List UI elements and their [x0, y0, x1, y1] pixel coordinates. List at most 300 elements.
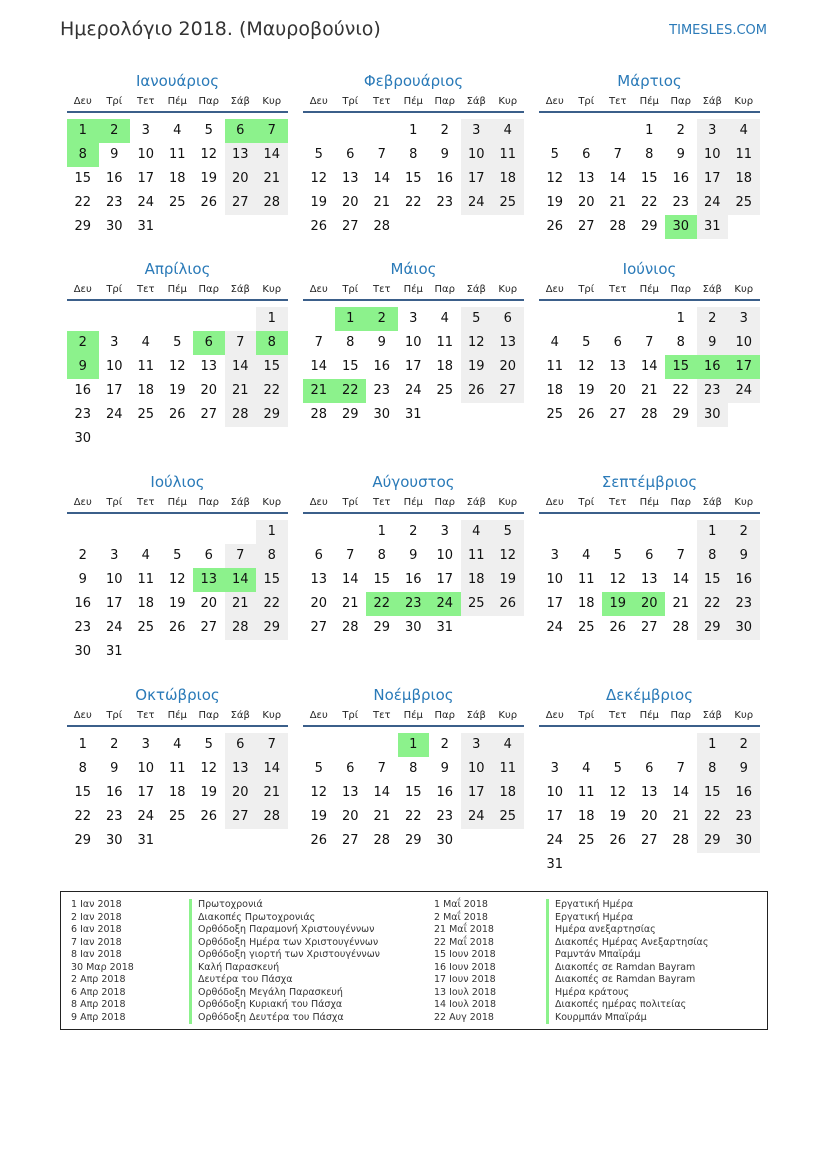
- day-cell: 31: [105, 644, 123, 659]
- day-cell: 2: [676, 123, 685, 138]
- day-cell: 27: [492, 379, 524, 403]
- day-cell: 1: [377, 524, 386, 539]
- day-cell: 8: [346, 335, 355, 350]
- weekday-label: Σάβ: [702, 284, 722, 295]
- day-cell: 31: [137, 833, 155, 848]
- day-cell: 7: [225, 331, 257, 355]
- day-cell: 11: [546, 359, 564, 374]
- day-cell: 25: [546, 407, 564, 422]
- weekday-label: Τετ: [136, 284, 155, 295]
- legend-holiday-name: Ημέρα ανεξαρτησίας: [546, 924, 708, 937]
- day-cell: 4: [461, 520, 493, 544]
- day-cell: 12: [200, 147, 218, 162]
- day-cell: 1: [256, 307, 288, 331]
- day-cell: 17: [137, 785, 155, 800]
- day-cell: 19: [168, 596, 186, 611]
- day-cell: 15: [256, 355, 288, 379]
- day-cell: 27: [640, 833, 658, 848]
- month-name: Ιούλιος: [150, 473, 205, 491]
- day-cell: 27: [341, 219, 359, 234]
- day-cell: 27: [640, 620, 658, 635]
- day-cell: 28: [672, 620, 690, 635]
- holiday-day-cell: 2: [67, 331, 99, 355]
- day-cell: 26: [461, 379, 493, 403]
- day-cell: 29: [697, 829, 729, 853]
- day-cell: 18: [728, 167, 760, 191]
- day-cell: 15: [640, 171, 658, 186]
- day-cell: 3: [440, 524, 449, 539]
- day-cell: 15: [74, 785, 92, 800]
- day-cell: 15: [404, 171, 422, 186]
- day-cell: 3: [141, 123, 150, 138]
- weekday-label: Δευ: [309, 710, 328, 721]
- day-cell: 24: [137, 195, 155, 210]
- day-cell: 30: [74, 431, 92, 446]
- day-cell: 10: [546, 572, 564, 587]
- day-cell: 31: [404, 407, 422, 422]
- day-cell: 17: [461, 167, 493, 191]
- day-cell: 27: [225, 805, 257, 829]
- day-cell: 16: [74, 596, 92, 611]
- weekday-label: Παρ: [198, 96, 219, 107]
- day-cell: 21: [341, 596, 359, 611]
- day-cell: 7: [377, 147, 386, 162]
- day-cell: 10: [436, 548, 454, 563]
- day-cell: 2: [440, 737, 449, 752]
- day-cell: 29: [74, 219, 92, 234]
- day-cell: 12: [310, 785, 328, 800]
- weekday-label: Σάβ: [466, 96, 486, 107]
- day-cell: 7: [377, 761, 386, 776]
- day-cell: 14: [672, 785, 690, 800]
- day-cell: 28: [373, 833, 391, 848]
- holiday-day-cell: 20: [634, 592, 666, 616]
- holiday-day-cell: 30: [665, 215, 697, 239]
- day-cell: 11: [492, 143, 524, 167]
- day-cell: 6: [346, 147, 355, 162]
- day-cell: 21: [672, 596, 690, 611]
- day-cell: 29: [256, 616, 288, 640]
- day-cell: 25: [461, 592, 493, 616]
- day-cell: 22: [404, 809, 422, 824]
- day-cell: 21: [225, 379, 257, 403]
- day-cell: 28: [225, 403, 257, 427]
- day-cell: 4: [728, 119, 760, 143]
- weekday-label: Δευ: [309, 497, 328, 508]
- holiday-day-cell: 15: [665, 355, 697, 379]
- weekday-header: [539, 710, 760, 727]
- day-cell: 4: [550, 335, 559, 350]
- day-cell: 15: [404, 785, 422, 800]
- weekday-label: Κυρ: [262, 497, 282, 508]
- day-cell: 4: [141, 548, 150, 563]
- day-cell: 3: [141, 737, 150, 752]
- weekday-label: Παρ: [198, 284, 219, 295]
- day-cell: 23: [373, 383, 391, 398]
- day-cell: 18: [461, 568, 493, 592]
- weekday-label: Δευ: [73, 497, 92, 508]
- legend-date: 6 Ιαν 2018: [71, 924, 122, 935]
- legend-date: 8 Ιαν 2018: [71, 949, 122, 960]
- day-cell: 29: [697, 616, 729, 640]
- day-cell: 11: [577, 785, 595, 800]
- day-cell: 15: [697, 568, 729, 592]
- weekday-label: Δευ: [545, 497, 564, 508]
- day-cell: 8: [645, 147, 654, 162]
- day-cell: 11: [492, 757, 524, 781]
- day-cell: 28: [672, 833, 690, 848]
- weekday-label: Παρ: [434, 96, 455, 107]
- day-cell: 23: [436, 195, 454, 210]
- day-cell: 10: [697, 143, 729, 167]
- day-cell: 17: [546, 809, 564, 824]
- day-cell: 19: [310, 809, 328, 824]
- day-cell: 8: [697, 544, 729, 568]
- day-cell: 1: [697, 520, 729, 544]
- legend-date: 2 Ιαν 2018: [71, 911, 122, 923]
- day-cell: 9: [110, 761, 119, 776]
- weekday-header: [303, 497, 524, 514]
- legend-date: 8 Απρ 2018: [71, 999, 126, 1010]
- day-cell: 19: [310, 195, 328, 210]
- weekday-label: Κυρ: [498, 96, 518, 107]
- weekday-label: Πέμ: [403, 497, 423, 508]
- legend-date: 13 Ιουλ 2018: [434, 986, 497, 998]
- day-cell: 13: [225, 143, 257, 167]
- day-cell: 9: [676, 147, 685, 162]
- holiday-day-cell: 23: [398, 592, 430, 616]
- legend-date: 16 Ιουν 2018: [434, 961, 496, 973]
- day-cell: 18: [577, 596, 595, 611]
- day-cell: 12: [310, 171, 328, 186]
- day-cell: 3: [110, 548, 119, 563]
- day-cell: 16: [436, 785, 454, 800]
- day-cell: 12: [492, 544, 524, 568]
- day-cell: 7: [314, 335, 323, 350]
- day-cell: 9: [377, 335, 386, 350]
- day-cell: 4: [492, 119, 524, 143]
- day-cell: 22: [74, 195, 92, 210]
- holiday-day-cell: 19: [602, 592, 634, 616]
- day-cell: 26: [168, 620, 186, 635]
- day-cell: 29: [373, 620, 391, 635]
- day-cell: 27: [200, 620, 218, 635]
- legend-date: 17 Ιουν 2018: [434, 974, 496, 985]
- weekday-label: Πέμ: [403, 710, 423, 721]
- day-cell: 27: [225, 191, 257, 215]
- day-cell: 9: [728, 544, 760, 568]
- day-cell: 4: [582, 548, 591, 563]
- month-name: Οκτώβριος: [135, 686, 220, 704]
- legend-dates-col-1: [71, 899, 134, 1024]
- weekday-header: [67, 710, 288, 727]
- legend-holiday-name: Εργατική Ημέρα: [546, 899, 708, 912]
- day-cell: 27: [341, 833, 359, 848]
- weekday-label: Τετ: [608, 284, 627, 295]
- holiday-legend: [60, 891, 768, 1030]
- legend-date: 30 Μαρ 2018: [71, 961, 134, 973]
- day-cell: 29: [256, 403, 288, 427]
- day-cell: 6: [346, 761, 355, 776]
- day-cell: 17: [461, 781, 493, 805]
- day-cell: 19: [609, 809, 627, 824]
- day-cell: 9: [110, 147, 119, 162]
- day-cell: 10: [105, 572, 123, 587]
- holiday-day-cell: 16: [697, 355, 729, 379]
- weekday-label: Κυρ: [498, 497, 518, 508]
- day-cell: 22: [640, 195, 658, 210]
- day-cell: 24: [105, 620, 123, 635]
- weekday-label: Πέμ: [167, 710, 187, 721]
- weekday-label: Τετ: [608, 497, 627, 508]
- holiday-day-cell: 17: [728, 355, 760, 379]
- weekday-label: Τετ: [372, 710, 391, 721]
- weekday-label: Σάβ: [466, 710, 486, 721]
- day-cell: 13: [225, 757, 257, 781]
- day-cell: 7: [613, 147, 622, 162]
- day-cell: 18: [168, 171, 186, 186]
- day-cell: 20: [225, 167, 257, 191]
- day-cell: 8: [676, 335, 685, 350]
- weekday-label: Τρί: [342, 497, 359, 508]
- day-cell: 31: [436, 620, 454, 635]
- day-cell: 30: [728, 829, 760, 853]
- legend-holiday-name: Πρωτοχρονιά: [189, 899, 380, 912]
- day-cell: 11: [461, 544, 493, 568]
- day-cell: 19: [546, 195, 564, 210]
- day-cell: 18: [137, 383, 155, 398]
- weekday-header: [539, 96, 760, 113]
- day-cell: 30: [373, 407, 391, 422]
- day-cell: 13: [200, 359, 218, 374]
- weekday-header: [67, 284, 288, 301]
- day-cell: 14: [373, 171, 391, 186]
- weekday-label: Σάβ: [466, 284, 486, 295]
- day-cell: 5: [613, 548, 622, 563]
- day-cell: 3: [728, 307, 760, 331]
- day-cell: 2: [728, 733, 760, 757]
- day-cell: 20: [492, 355, 524, 379]
- weekday-label: Πέμ: [167, 284, 187, 295]
- day-cell: 9: [78, 572, 87, 587]
- legend-date: 22 Αυγ 2018: [434, 1011, 494, 1023]
- day-cell: 16: [672, 171, 690, 186]
- day-cell: 3: [550, 548, 559, 563]
- day-cell: 13: [577, 171, 595, 186]
- day-cell: 25: [577, 833, 595, 848]
- holiday-day-cell: 22: [366, 592, 398, 616]
- day-cell: 18: [137, 596, 155, 611]
- day-cell: 2: [110, 737, 119, 752]
- day-cell: 3: [461, 119, 493, 143]
- day-cell: 6: [613, 335, 622, 350]
- day-cell: 26: [609, 620, 627, 635]
- weekday-label: Παρ: [434, 497, 455, 508]
- day-cell: 30: [728, 616, 760, 640]
- weekday-label: Πέμ: [167, 497, 187, 508]
- day-cell: 12: [546, 171, 564, 186]
- holiday-day-cell: 1: [398, 733, 430, 757]
- weekday-label: Δευ: [73, 284, 92, 295]
- weekday-label: Σάβ: [230, 96, 250, 107]
- day-cell: 20: [640, 809, 658, 824]
- weekday-label: Πέμ: [639, 284, 659, 295]
- day-cell: 15: [256, 568, 288, 592]
- weekday-label: Κυρ: [734, 96, 754, 107]
- weekday-label: Κυρ: [734, 497, 754, 508]
- month-name: Φεβρουάριος: [363, 72, 464, 90]
- holiday-day-cell: 21: [303, 379, 335, 403]
- day-cell: 24: [546, 833, 564, 848]
- legend-holiday-name: Διακοπές ημέρας πολιτείας: [546, 999, 708, 1012]
- day-cell: 12: [168, 572, 186, 587]
- day-cell: 4: [173, 123, 182, 138]
- day-cell: 17: [546, 596, 564, 611]
- day-cell: 18: [168, 785, 186, 800]
- holiday-day-cell: 8: [256, 331, 288, 355]
- day-cell: 10: [404, 335, 422, 350]
- day-cell: 26: [168, 407, 186, 422]
- day-cell: 13: [341, 171, 359, 186]
- day-cell: 16: [74, 383, 92, 398]
- weekday-label: Δευ: [545, 96, 564, 107]
- day-cell: 17: [137, 171, 155, 186]
- day-cell: 5: [582, 335, 591, 350]
- day-cell: 26: [200, 195, 218, 210]
- day-cell: 14: [640, 359, 658, 374]
- day-cell: 11: [728, 143, 760, 167]
- legend-date: 15 Ιουν 2018: [434, 949, 496, 960]
- day-cell: 29: [341, 407, 359, 422]
- weekday-label: Πέμ: [639, 96, 659, 107]
- day-cell: 21: [640, 383, 658, 398]
- day-cell: 26: [200, 809, 218, 824]
- holiday-day-cell: 6: [225, 119, 257, 143]
- day-cell: 18: [577, 809, 595, 824]
- day-cell: 30: [404, 620, 422, 635]
- day-cell: 7: [346, 548, 355, 563]
- weekday-label: Πέμ: [639, 710, 659, 721]
- legend-holiday-name: Διακοπές σε Ramdan Bayram: [546, 974, 708, 987]
- weekday-label: Πέμ: [403, 284, 423, 295]
- day-cell: 19: [168, 383, 186, 398]
- day-cell: 5: [492, 520, 524, 544]
- weekday-label: Δευ: [73, 96, 92, 107]
- day-cell: 11: [168, 761, 186, 776]
- day-cell: 6: [645, 761, 654, 776]
- day-cell: 22: [672, 383, 690, 398]
- day-cell: 21: [609, 195, 627, 210]
- day-cell: 29: [640, 219, 658, 234]
- day-cell: 25: [168, 809, 186, 824]
- day-cell: 28: [609, 219, 627, 234]
- day-cell: 8: [256, 544, 288, 568]
- day-cell: 16: [728, 568, 760, 592]
- day-cell: 1: [78, 737, 87, 752]
- weekday-label: Σάβ: [230, 710, 250, 721]
- day-cell: 1: [676, 311, 685, 326]
- day-cell: 15: [74, 171, 92, 186]
- day-cell: 18: [492, 167, 524, 191]
- weekday-label: Δευ: [545, 710, 564, 721]
- day-cell: 25: [492, 191, 524, 215]
- weekday-header: [539, 497, 760, 514]
- day-cell: 10: [461, 143, 493, 167]
- weekday-label: Τρί: [578, 710, 595, 721]
- weekday-label: Παρ: [434, 710, 455, 721]
- brand-link[interactable]: TIMESLES.COM: [669, 23, 767, 38]
- day-cell: 26: [492, 592, 524, 616]
- day-cell: 26: [609, 833, 627, 848]
- day-cell: 30: [74, 644, 92, 659]
- day-cell: 21: [373, 809, 391, 824]
- day-cell: 2: [78, 548, 87, 563]
- day-cell: 17: [436, 572, 454, 587]
- day-cell: 3: [697, 119, 729, 143]
- day-cell: 19: [492, 568, 524, 592]
- day-cell: 8: [409, 147, 418, 162]
- day-cell: 14: [373, 785, 391, 800]
- weekday-header: [67, 96, 288, 113]
- day-cell: 2: [409, 524, 418, 539]
- day-cell: 20: [577, 195, 595, 210]
- day-cell: 9: [409, 548, 418, 563]
- day-cell: 27: [609, 407, 627, 422]
- day-cell: 18: [492, 781, 524, 805]
- day-cell: 8: [697, 757, 729, 781]
- day-cell: 14: [225, 355, 257, 379]
- day-cell: 5: [314, 147, 323, 162]
- weekday-label: Δευ: [545, 284, 564, 295]
- day-cell: 23: [672, 195, 690, 210]
- weekday-header: [303, 710, 524, 727]
- weekday-label: Τρί: [106, 497, 123, 508]
- day-cell: 21: [256, 167, 288, 191]
- holiday-day-cell: 22: [335, 379, 367, 403]
- day-cell: 4: [141, 335, 150, 350]
- weekday-label: Δευ: [73, 710, 92, 721]
- weekday-label: Παρ: [670, 284, 691, 295]
- day-cell: 14: [256, 143, 288, 167]
- day-cell: 23: [74, 620, 92, 635]
- day-cell: 18: [546, 383, 564, 398]
- weekday-label: Κυρ: [498, 710, 518, 721]
- day-cell: 16: [105, 171, 123, 186]
- day-cell: 6: [492, 307, 524, 331]
- day-cell: 22: [697, 592, 729, 616]
- day-cell: 23: [105, 195, 123, 210]
- weekday-header: [303, 284, 524, 301]
- day-cell: 23: [728, 805, 760, 829]
- day-cell: 12: [577, 359, 595, 374]
- day-cell: 9: [728, 757, 760, 781]
- month-name: Μάιος: [390, 260, 437, 278]
- day-cell: 13: [640, 572, 658, 587]
- weekday-label: Κυρ: [734, 710, 754, 721]
- day-cell: 28: [256, 191, 288, 215]
- day-cell: 4: [582, 761, 591, 776]
- day-cell: 17: [105, 596, 123, 611]
- day-cell: 16: [373, 359, 391, 374]
- day-cell: 24: [728, 379, 760, 403]
- day-cell: 14: [341, 572, 359, 587]
- holiday-day-cell: 9: [67, 355, 99, 379]
- day-cell: 9: [440, 761, 449, 776]
- day-cell: 23: [74, 407, 92, 422]
- legend-holiday-name: Ορθόδοξη γιορτή των Χριστουγέννων: [189, 949, 380, 962]
- weekday-label: Παρ: [670, 710, 691, 721]
- day-cell: 6: [225, 733, 257, 757]
